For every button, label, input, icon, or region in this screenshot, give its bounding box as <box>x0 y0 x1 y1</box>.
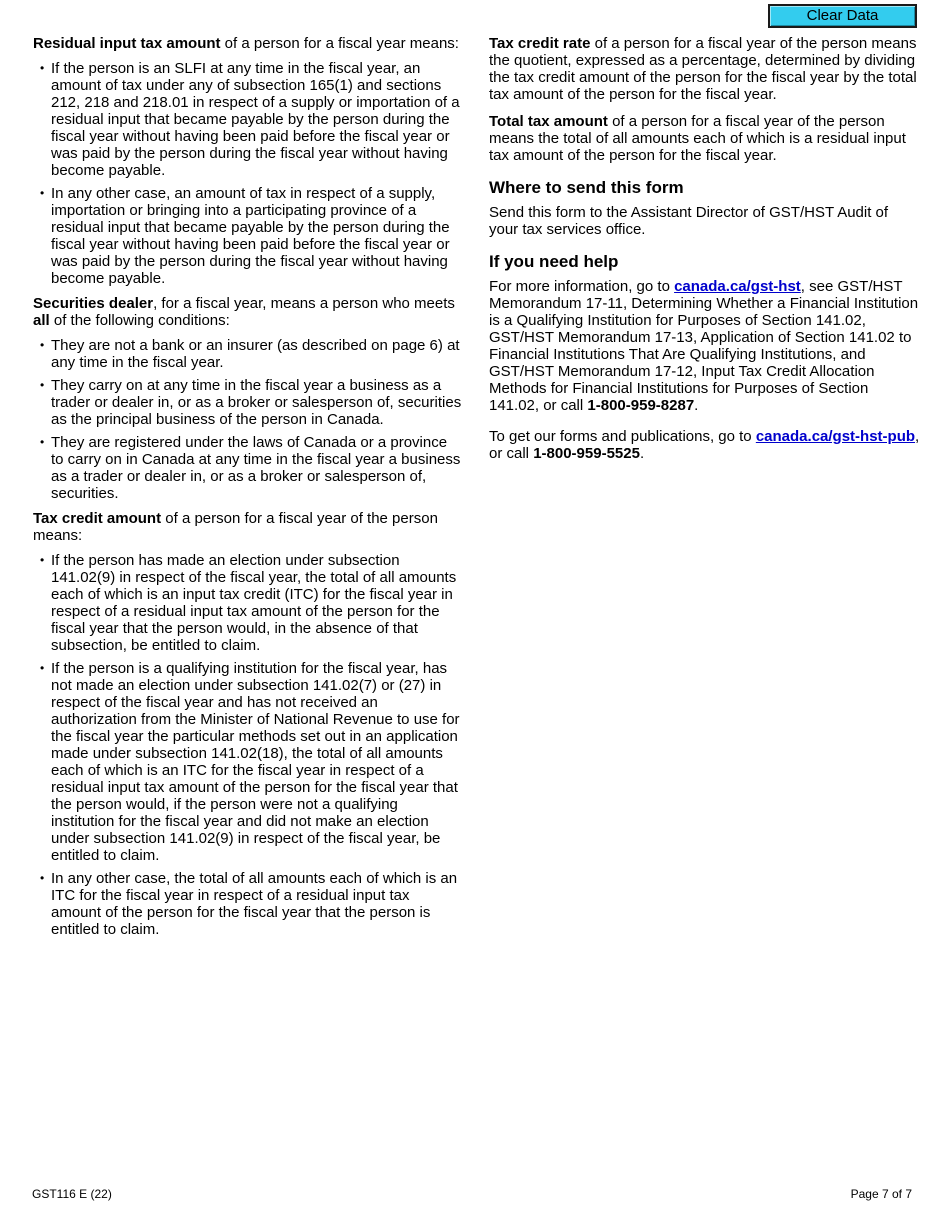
list-item: • If the person is an SLFI at any time in the fiscal year, an amount of tax under any of subsection 165(1) and sections 212, 218 and 218.01 in respect of a supply or importation of a residual input that became payable by the person during the fiscal year without having been paid before the fiscal year or was paid by the person during the fiscal year without having become payable. <box>40 60 460 179</box>
bullet-icon: • <box>40 61 45 75</box>
form-code: GST116 E (22) <box>32 1187 112 1201</box>
term-tax-credit: Tax credit amount <box>33 510 162 527</box>
list-item: • If the person has made an election under subsection 141.02(9) in respect of the fiscal year, the total of all amounts each of which is an input tax credit (ITC) for the fiscal year in respect of a residual input tax amount of the person for the fiscal year that the person would, in the absence of that subsection, be entitled to claim. <box>40 552 457 654</box>
help-text: For more information, go to canada.ca/gst-hst, see GST/HST Memorandum 17-11, Determining Whether a Financial Institution is a Qualifying Institution for Purposes of Section 141.02, GST/HST Memorandum 17-13, Application of Section 141.02 to Financial Institutions That Are Qualifying Institutions, and GST/HST Memorandum 17-12, Input Tax Credit Allocation Methods for Financial Institutions for Purposes of Section 141.02, or call 1-800-959-8287. <box>489 278 919 414</box>
left-column <box>33 35 463 946</box>
list-item: • In any other case, an amount of tax in respect of a supply, importation or bringing into a participating province of a residual input that became payable by the person during the fiscal year without having been paid before the fiscal year or was paid by the person during the fiscal year without having become payable. <box>40 185 450 287</box>
bullet-icon: • <box>40 661 45 675</box>
send-heading: Where to send this form <box>489 178 684 197</box>
list-item: • They are registered under the laws of Canada or a province to carry on in Canada at any time in the fiscal year a business as a trader or dealer in, or as a broker or salesperson of, securities. <box>40 434 461 502</box>
term-total-tax: Total tax amount <box>489 113 608 130</box>
clear-data-button[interactable]: Clear Data <box>768 4 917 28</box>
help-heading: If you need help <box>489 252 619 271</box>
send-text: Send this form to the Assistant Director of GST/HST Audit of your tax services office. <box>489 204 889 238</box>
bullet-icon: • <box>40 186 45 200</box>
bullet-icon: • <box>40 338 45 352</box>
term-securities: Securities dealer <box>33 295 154 312</box>
list-item: • If the person is a qualifying institution for the fiscal year, has not made an election under subsection 141.02(7) or (27) in respect of the fiscal year and has not received an authorization from the Minister of National Revenue to use for the fiscal year the particular methods set out in an application made under subsection 141.02(18), the total of all amounts each of which is an ITC for the fiscal year in respect of a residual input tax amount of the person for the fiscal year that the person would, if the person were not a qualifying institution for the fiscal year and did not make an election under subsection 141.02(9) in respect of the fiscal year, be entitled to claim. <box>40 660 460 864</box>
bullet-icon: • <box>40 378 45 392</box>
total-tax-definition: Total tax amount of a person for a fiscal year of the person means the total of all amounts each of which is a residual input tax amount of the person for the fiscal year. <box>489 113 906 164</box>
right-column <box>489 35 921 470</box>
gst-hst-link[interactable]: canada.ca/gst-hst <box>674 278 801 295</box>
term-residual: Residual input tax amount <box>33 35 221 52</box>
gst-hst-pub-link[interactable]: canada.ca/gst-hst-pub <box>755 428 916 445</box>
list-item: • They are not a bank or an insurer (as described on page 6) at any time in the fiscal year. <box>40 337 460 371</box>
tax-credit-rate-definition: Tax credit rate of a person for a fiscal year of the person means the quotient, expressed as a percentage, determined by dividing the tax credit amount of the person for the fiscal year by the total tax amount of the person for the fiscal year. <box>489 35 917 103</box>
bullet-icon: • <box>40 553 45 567</box>
phone-number: 1-800-959-8287 <box>587 397 695 414</box>
tax-credit-list <box>33 552 463 938</box>
securities-list <box>33 337 463 502</box>
page-number: Page 7 of 7 <box>850 1187 912 1201</box>
bullet-icon: • <box>40 871 45 885</box>
tax-credit-definition: Tax credit amount of a person for a fiscal year of the person means: <box>33 510 438 544</box>
publications-text: To get our forms and publications, go to canada.ca/gst-hst-pub, or call 1-800-959-5525. <box>489 428 920 462</box>
term-tax-credit-rate: Tax credit rate <box>489 35 591 52</box>
phone-number: 1-800-959-5525 <box>533 445 640 462</box>
bullet-icon: • <box>40 435 45 449</box>
list-item: • They carry on at any time in the fiscal year a business as a trader or dealer in, or as a broker or salesperson of, securities as the principal business of the person in Canada. <box>40 377 462 428</box>
residual-list <box>33 60 463 287</box>
securities-definition: Securities dealer, for a fiscal year, means a person who meets all of the following conditions: <box>33 295 455 329</box>
list-item: • In any other case, the total of all amounts each of which is an ITC for the fiscal year in respect of a residual input tax amount of the person for the fiscal year that the person is entitled to claim. <box>40 870 458 938</box>
residual-definition: Residual input tax amount of a person for a fiscal year means: <box>33 35 459 52</box>
